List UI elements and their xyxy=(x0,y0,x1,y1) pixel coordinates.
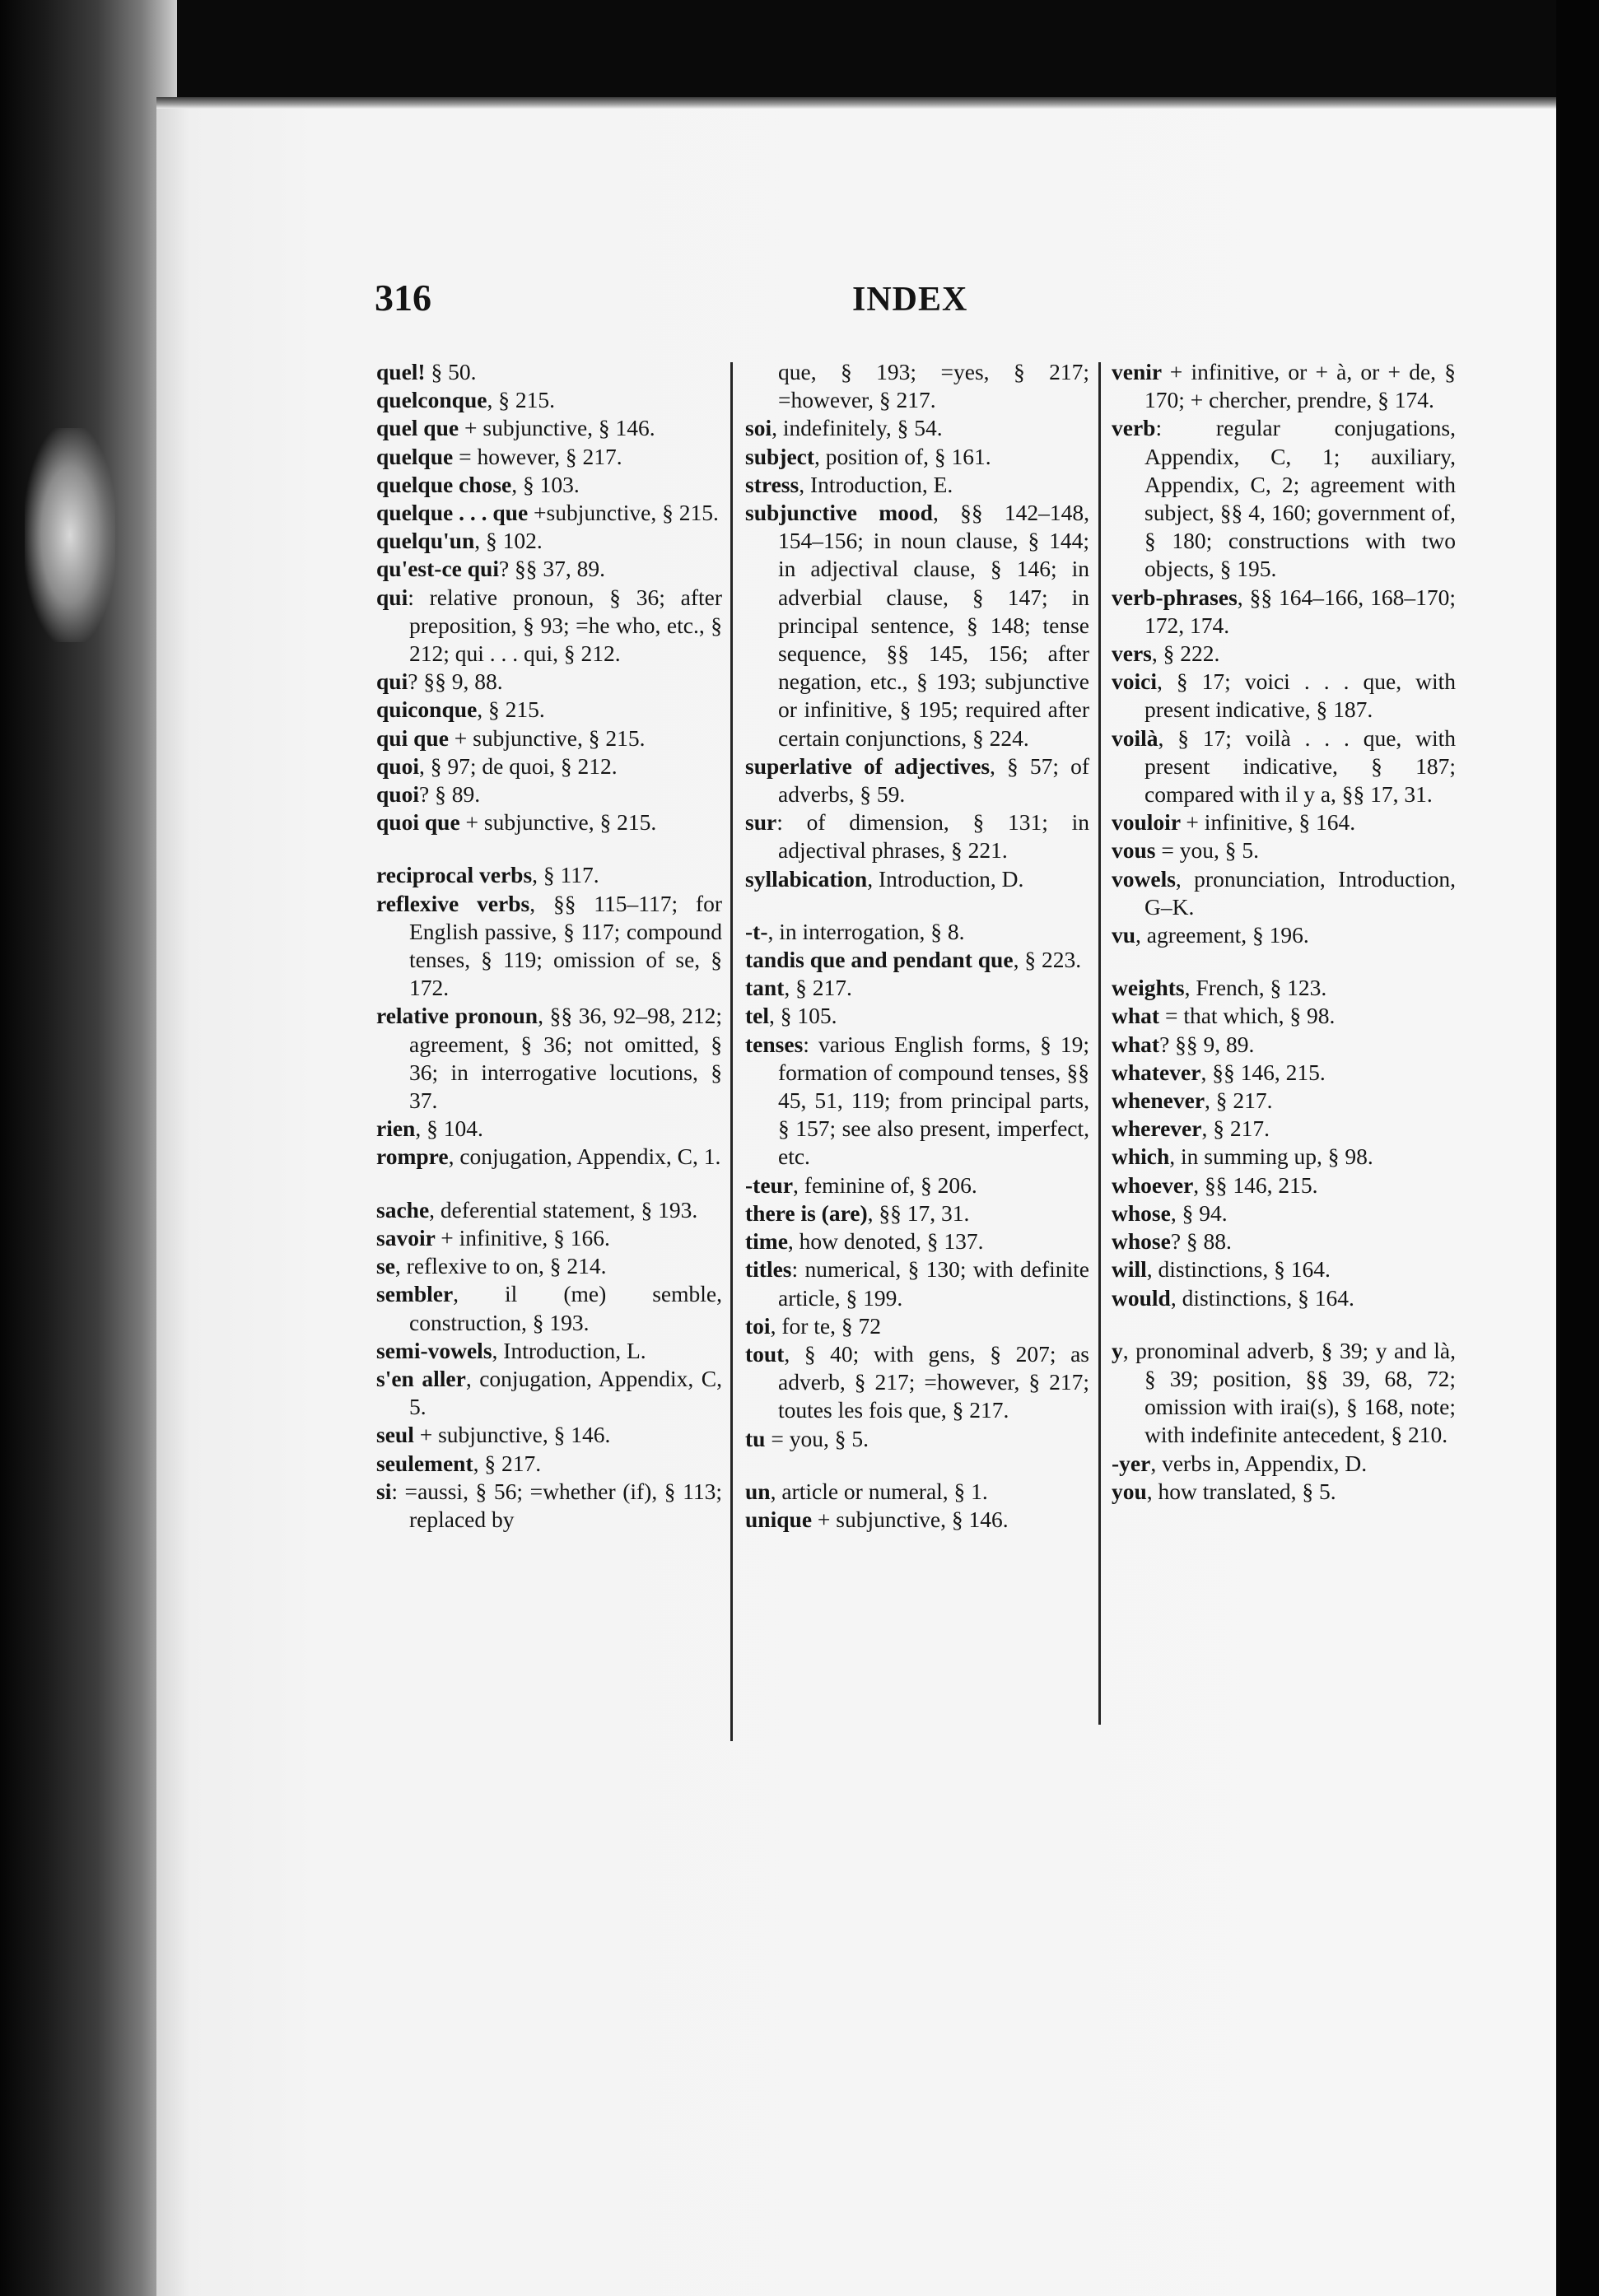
index-headword: y xyxy=(1112,1337,1123,1363)
index-entry: rompre, conjugation, Appendix, C, 1. xyxy=(376,1143,721,1170)
index-headword: qui xyxy=(376,668,408,695)
index-entry: quel que + subjunctive, § 146. xyxy=(376,415,655,441)
index-headword: voilà xyxy=(1112,724,1158,751)
index-entry: syllabication, Introduction, D. xyxy=(745,865,1024,892)
index-headword: s'en aller xyxy=(376,1365,466,1391)
index-headword: quelqu'un xyxy=(376,528,475,554)
index-entry: quelqu'un, § 102. xyxy=(376,528,543,554)
index-headword: quelconque xyxy=(376,387,487,413)
index-headword: qui xyxy=(376,584,408,610)
index-headword: rien xyxy=(376,1115,416,1142)
index-headword: rompre xyxy=(376,1143,449,1170)
scan-border-right xyxy=(1556,0,1599,2296)
index-entry: wherever, § 217. xyxy=(1112,1115,1270,1142)
index-headword: quoi xyxy=(376,781,419,808)
index-headword: quiconque xyxy=(376,696,478,723)
index-entry: tel, § 105. xyxy=(745,1003,837,1029)
index-headword: reciprocal verbs xyxy=(376,862,533,888)
index-entry: titles: numerical, § 130; with definite article, § 199. xyxy=(745,1256,1089,1311)
index-entry: quoi que + subjunctive, § 215. xyxy=(376,809,657,836)
running-head: INDEX xyxy=(852,281,968,319)
index-headword: whenever xyxy=(1112,1087,1205,1114)
index-entry: whenever, § 217. xyxy=(1112,1087,1273,1114)
index-entry: toi, for te, § 72 xyxy=(745,1312,881,1339)
index-headword: tandis que and pendant que xyxy=(745,947,1014,973)
index-headword: venir xyxy=(1112,359,1170,384)
index-entry: -t-, in interrogation, § 8. xyxy=(745,918,965,944)
index-headword: un xyxy=(745,1478,771,1504)
index-headword: quoi que xyxy=(376,809,466,836)
index-entry: quel! § 50. xyxy=(376,359,477,384)
index-headword: -yer xyxy=(1112,1450,1151,1476)
index-headword: qui que xyxy=(376,724,455,751)
index-entry: savoir + infinitive, § 166. xyxy=(376,1224,610,1250)
index-headword: whatever xyxy=(1112,1059,1201,1085)
index-entry: s'en aller, conjugation, Appendix, C, 5. xyxy=(376,1365,722,1420)
index-headword: -teur xyxy=(745,1171,794,1198)
index-entry: sache, deferential statement, § 193. xyxy=(376,1196,698,1223)
index-headword: seul xyxy=(376,1422,420,1448)
index-headword: semi-vowels xyxy=(376,1337,492,1363)
index-entry: vous = you, § 5. xyxy=(1112,837,1260,864)
index-headword: verb xyxy=(1112,415,1156,441)
index-entry: un, article or numeral, § 1. xyxy=(745,1478,988,1504)
index-headword: whose xyxy=(1112,1228,1171,1255)
index-entry: whose? § 88. xyxy=(1112,1228,1232,1255)
index-entry: stress, Introduction, E. xyxy=(745,471,953,497)
index-entry: venir + infinitive, or + à, or + de, § 170; + chercher, prendre, § 174. xyxy=(1112,359,1456,413)
scan-spine-highlight xyxy=(25,428,115,642)
index-entry: soi, indefinitely, § 54. xyxy=(745,415,943,441)
index-headword: subject xyxy=(745,443,815,469)
index-column-3 xyxy=(1112,358,1456,1506)
scan-border-top xyxy=(0,0,1599,99)
index-headword: soi xyxy=(745,415,772,441)
index-entry: will, distinctions, § 164. xyxy=(1112,1256,1331,1283)
index-entry-continued: que, § 193; =yes, § 217; =however, § 217. xyxy=(778,359,1089,413)
index-entry: verb: regular conjugations, Appendix, C, 1; auxiliary, Appendix, C, 2; agreement with subject, §§ 4, 160; government of, § 180; constructions with two objects, § 195. xyxy=(1112,415,1456,582)
index-entry: seul + subjunctive, § 146. xyxy=(376,1422,611,1448)
index-headword: tel xyxy=(745,1003,770,1029)
index-entry: quelque chose, § 103. xyxy=(376,471,580,497)
index-headword: vouloir xyxy=(1112,809,1186,836)
index-entry: vu, agreement, § 196. xyxy=(1112,922,1309,948)
index-entry: whose, § 94. xyxy=(1112,1199,1228,1226)
index-headword: relative pronoun xyxy=(376,1003,538,1029)
index-headword: unique xyxy=(745,1506,818,1532)
index-headword: -t- xyxy=(745,918,768,944)
index-entry: would, distinctions, § 164. xyxy=(1112,1284,1354,1311)
index-entry: reflexive verbs, §§ 115–117; for English passive, § 117; compound tenses, § 119; omission of se, § 172. xyxy=(376,890,722,1001)
index-headword: time xyxy=(745,1228,788,1255)
column-divider xyxy=(1098,362,1101,1725)
index-headword: there is (are) xyxy=(745,1199,868,1226)
index-entry: weights, French, § 123. xyxy=(1112,975,1327,1001)
index-entry: whoever, §§ 146, 215. xyxy=(1112,1171,1318,1198)
index-headword: what xyxy=(1112,1031,1160,1057)
index-headword: sur xyxy=(745,809,777,836)
index-entry: -teur, feminine of, § 206. xyxy=(745,1171,977,1198)
index-headword: titles xyxy=(745,1256,792,1283)
index-entry: semi-vowels, Introduction, L. xyxy=(376,1337,646,1363)
index-entry: seulement, § 217. xyxy=(376,1450,542,1476)
index-entry: unique + subjunctive, § 146. xyxy=(745,1506,1009,1532)
index-entry: quoi, § 97; de quoi, § 212. xyxy=(376,752,618,779)
index-entry: qui: relative pronoun, § 36; after preposition, § 93; =he who, etc., § 212; qui . . . qui, § 212. xyxy=(376,584,722,667)
index-headword: quel que xyxy=(376,415,464,441)
index-entry: vers, § 222. xyxy=(1112,640,1220,667)
index-entry: which, in summing up, § 98. xyxy=(1112,1143,1373,1170)
column-divider xyxy=(730,362,733,1741)
index-headword: toi xyxy=(745,1312,771,1339)
index-column-2 xyxy=(745,358,1089,1534)
index-headword: which xyxy=(1112,1143,1170,1170)
index-headword: sache xyxy=(376,1196,430,1223)
index-entry: vowels, pronunciation, Introduction, G–K. xyxy=(1112,865,1456,920)
index-headword: whose xyxy=(1112,1199,1171,1226)
index-entry: quoi? § 89. xyxy=(376,781,481,808)
index-entry: what? §§ 9, 89. xyxy=(1112,1031,1255,1057)
index-headword: superlative of adjectives xyxy=(745,752,991,779)
index-entry: subjunctive mood, §§ 142–148, 154–156; in noun clause, § 144; in adjectival clause, § 146; in adverbial clause, § 147; in principal sentence, § 148; tense sequence, §§ 145, 156; after negation, etc., § 193; subjunctive or infinitive, § 195; required after certain conjunctions, § 224. xyxy=(745,500,1089,751)
index-headword: quelque chose xyxy=(376,471,512,497)
index-headword: what xyxy=(1112,1003,1165,1029)
index-headword: vu xyxy=(1112,922,1136,948)
index-entry: quelque . . . que +subjunctive, § 215. xyxy=(376,500,719,526)
index-headword: would xyxy=(1112,1284,1171,1311)
index-headword: whoever xyxy=(1112,1171,1194,1198)
index-entry: time, how denoted, § 137. xyxy=(745,1228,984,1255)
index-headword: seulement xyxy=(376,1450,473,1476)
index-headword: se xyxy=(376,1253,395,1279)
index-entry: quelque = however, § 217. xyxy=(376,443,622,469)
index-headword: verb-phrases xyxy=(1112,584,1238,610)
index-headword: will xyxy=(1112,1256,1147,1283)
index-entry: you, how translated, § 5. xyxy=(1112,1478,1336,1504)
index-entry: tandis que and pendant que, § 223. xyxy=(745,947,1082,973)
index-entry: subject, position of, § 161. xyxy=(745,443,991,469)
index-headword: qu'est-ce qui xyxy=(376,556,499,582)
index-headword: tu xyxy=(745,1425,772,1451)
index-entry: superlative of adjectives, § 57; of adverbs, § 59. xyxy=(745,752,1089,808)
index-headword: weights xyxy=(1112,975,1185,1001)
index-column-1 xyxy=(376,358,722,1534)
index-headword: tout xyxy=(745,1340,785,1367)
index-entry: whatever, §§ 146, 215. xyxy=(1112,1059,1326,1085)
index-headword: subjunctive mood xyxy=(745,500,933,526)
index-headword: savoir xyxy=(376,1224,441,1250)
index-headword: quelque . . . que xyxy=(376,500,534,526)
index-entry: tout, § 40; with gens, § 207; as adverb, § 217; =however, § 217; toutes les fois que, § 217. xyxy=(745,1340,1089,1423)
index-headword: voici xyxy=(1112,668,1157,695)
index-headword: tant xyxy=(745,975,785,1001)
scan-book-spine xyxy=(0,0,177,2296)
index-entry: voici, § 17; voici . . . que, with present indicative, § 187. xyxy=(1112,668,1456,723)
index-entry: voilà, § 17; voilà . . . que, with present indicative, § 187; compared with il y a, §§ 17, 31. xyxy=(1112,724,1456,808)
index-entry: relative pronoun, §§ 36, 92–98, 212; agreement, § 36; not omitted, § 36; in interrogative locutions, § 37. xyxy=(376,1003,722,1114)
index-headword: vers xyxy=(1112,640,1152,667)
index-headword: reflexive verbs xyxy=(376,890,530,916)
index-headword: quelque xyxy=(376,443,459,469)
index-entry: se, reflexive to on, § 214. xyxy=(376,1253,607,1279)
index-headword: si xyxy=(376,1478,392,1504)
index-headword: wherever xyxy=(1112,1115,1202,1142)
index-headword: quel! xyxy=(376,359,431,384)
index-entry: what = that which, § 98. xyxy=(1112,1003,1336,1029)
index-entry: tenses: various English forms, § 19; formation of compound tenses, §§ 45, 51, 119; from principal parts, § 157; see also present, imperfect, etc. xyxy=(745,1031,1089,1170)
index-headword: vous xyxy=(1112,837,1162,864)
index-entry: qui? §§ 9, 88. xyxy=(376,668,503,695)
index-entry: reciprocal verbs, § 117. xyxy=(376,862,599,888)
index-entry: qu'est-ce qui? §§ 37, 89. xyxy=(376,556,606,582)
index-entry: -yer, verbs in, Appendix, D. xyxy=(1112,1450,1368,1476)
index-headword: sembler xyxy=(376,1281,454,1307)
page-number: 316 xyxy=(375,277,431,319)
index-entry: verb-phrases, §§ 164–166, 168–170; 172, 174. xyxy=(1112,584,1456,638)
index-headword: stress xyxy=(745,471,800,497)
index-entry: y, pronominal adverb, § 39; y and là, § 39; position, §§ 39, 68, 72; omission with irai(s), § 168, note; with indefinite antecedent, § 210. xyxy=(1112,1337,1456,1448)
index-entry: there is (are), §§ 17, 31. xyxy=(745,1199,970,1226)
index-headword: tenses xyxy=(745,1031,804,1057)
index-headword: vowels xyxy=(1112,865,1176,892)
page-top-edge xyxy=(156,97,1556,109)
index-headword: you xyxy=(1112,1478,1147,1504)
index-entry: si: =aussi, § 56; =whether (if), § 113; replaced by xyxy=(376,1478,722,1532)
index-entry: sur: of dimension, § 131; in adjectival phrases, § 221. xyxy=(745,809,1089,864)
index-entry: tant, § 217. xyxy=(745,975,852,1001)
index-entry: quiconque, § 215. xyxy=(376,696,545,723)
index-headword: syllabication xyxy=(745,865,868,892)
index-entry: tu = you, § 5. xyxy=(745,1425,869,1451)
index-entry: quelconque, § 215. xyxy=(376,387,555,413)
index-entry: vouloir + infinitive, § 164. xyxy=(1112,809,1356,836)
index-entry: sembler, il (me) semble, construction, § 193. xyxy=(376,1281,722,1335)
index-entry: rien, § 104. xyxy=(376,1115,483,1142)
index-headword: quoi xyxy=(376,752,419,779)
index-entry: qui que + subjunctive, § 215. xyxy=(376,724,646,751)
